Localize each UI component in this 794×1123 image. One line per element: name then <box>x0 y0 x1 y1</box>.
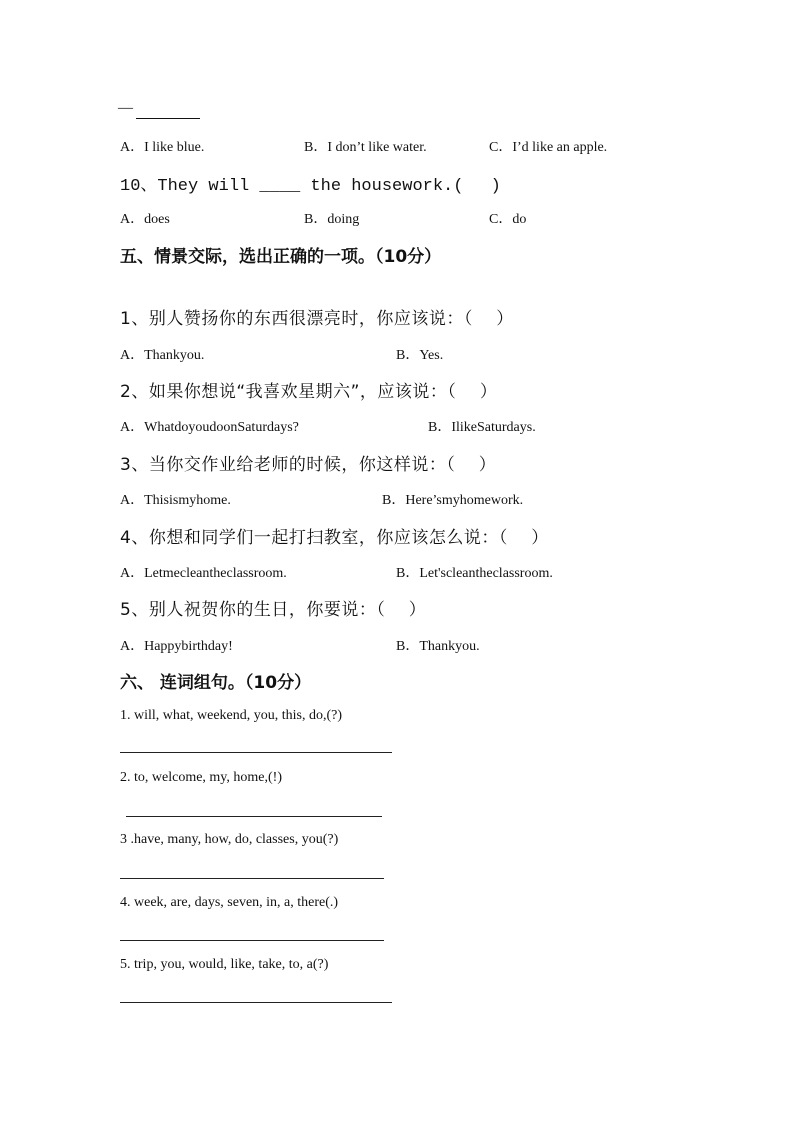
s5-q4-option-b[interactable]: B．Let'scleantheclassroom. <box>396 566 553 581</box>
s6-answer-line-5[interactable] <box>120 1002 392 1003</box>
q10-option-b[interactable]: B．doing <box>304 212 360 227</box>
section6-heading: 六、 连词组句。（10分） <box>120 673 312 693</box>
s5-q1-stem: 1、别人赞扬你的东西很漂亮时，你应该说：（ ） <box>120 309 514 329</box>
s5-q3-option-a[interactable]: A．Thisismyhome. <box>120 493 231 508</box>
q10-stem: 10、They will ____ the housework.( ) <box>120 177 501 196</box>
s6-item-3: 3 .have, many, how, do, classes, you(?) <box>120 832 339 847</box>
s6-answer-line-3[interactable] <box>120 878 384 879</box>
s5-q1-option-a[interactable]: A．Thankyou. <box>120 348 205 363</box>
q9-option-c[interactable]: C．I’d like an apple. <box>489 140 608 155</box>
s6-answer-line-4[interactable] <box>120 940 384 941</box>
s5-q2-stem: 2、如果你想说“我喜欢星期六”，应该说：（ ） <box>120 382 498 402</box>
s6-answer-line-2[interactable] <box>126 816 382 817</box>
s5-q4-option-a[interactable]: A．Letmecleantheclassroom. <box>120 566 287 581</box>
s5-q5-stem: 5、别人祝贺你的生日，你要说：（ ） <box>120 600 427 620</box>
answer-blank-line[interactable] <box>136 118 200 119</box>
top-dash: — <box>118 100 133 116</box>
section5-heading: 五、情景交际，选出正确的一项。（10分） <box>120 247 442 267</box>
s5-q1-option-b[interactable]: B．Yes. <box>396 348 444 363</box>
s6-item-1: 1. will, what, weekend, you, this, do,(?) <box>120 708 343 723</box>
s5-q2-option-a[interactable]: A．WhatdoyoudoonSaturdays? <box>120 420 299 435</box>
q10-option-a[interactable]: A．does <box>120 212 170 227</box>
s5-q3-stem: 3、当你交作业给老师的时候，你这样说：（ ） <box>120 455 497 475</box>
s5-q5-option-b[interactable]: B．Thankyou. <box>396 639 480 654</box>
s6-item-4: 4. week, are, days, seven, in, a, there(.) <box>120 895 339 910</box>
q9-option-b[interactable]: B．I don’t like water. <box>304 140 427 155</box>
q9-option-a[interactable]: A．I like blue. <box>120 140 205 155</box>
s5-q4-stem: 4、你想和同学们一起打扫教室，你应该怎么说：（ ） <box>120 528 549 548</box>
s5-q3-option-b[interactable]: B．Here’smyhomework. <box>382 493 524 508</box>
s6-item-2: 2. to, welcome, my, home,(!) <box>120 770 282 785</box>
s5-q2-option-b[interactable]: B．IlikeSaturdays. <box>428 420 536 435</box>
s6-item-5: 5. trip, you, would, like, take, to, a(?) <box>120 957 329 972</box>
q10-option-c[interactable]: C．do <box>489 212 527 227</box>
s6-answer-line-1[interactable] <box>120 752 392 753</box>
s5-q5-option-a[interactable]: A．Happybirthday! <box>120 639 233 654</box>
